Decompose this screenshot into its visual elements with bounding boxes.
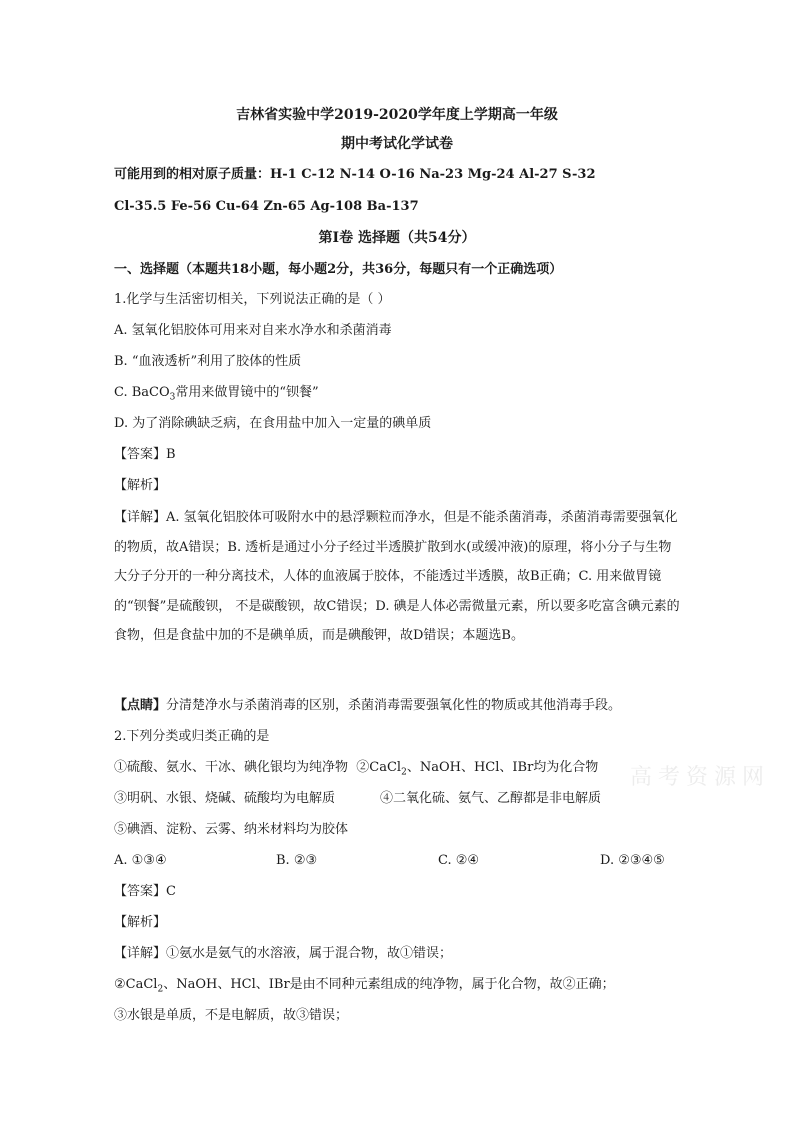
q1-option-c-subscript: 3 <box>169 392 176 403</box>
q2-option-c: C. ②④ <box>438 853 480 868</box>
q2-answer: 【答案】C <box>114 884 176 899</box>
q2-item2-subscript: 2 <box>401 767 407 778</box>
q2-item1: ①硫酸、氨水、干冰、碘化银均为纯净物 <box>114 760 349 775</box>
q1-option-c-suffix: 常用来做胃镜中的“钡餐” <box>175 385 319 400</box>
q1-tip-text: 分清楚净水与杀菌消毒的区别，杀菌消毒需要强氧化性的物质或其他消毒手段。 <box>166 698 622 713</box>
q2-stem: 2.下列分类或归类正确的是 <box>114 729 270 744</box>
q1-detail: 【详解】A. 氢氧化铝胶体可吸附水中的悬浮颗粒而净水，但是不能杀菌消毒，杀菌消毒需要强氧化的物质，故A错误；B. 透析是通过小分子经过半透膜扩散到水(或缓冲液)的原理，将小分子与生物大分子分开的一种分离技术，人体的血液属于胶体，不能透过半透膜，故B正确；C. 用来做胃镜的“钡餐”是硫酸钡， 不是碳酸钡，故C错误；D. 碘是人体必需微量元素，所以要多吃富含碘元素的食物，但是食盐中加的不是碘单质，而是碘酸钾，故D错误；本题选B。 <box>114 510 680 644</box>
q2-option-a: A. ①③④ <box>114 853 167 868</box>
exam-title-line1: 吉林省实验中学2019-2020学年度上学期高一年级 <box>236 107 558 123</box>
q2-option-d: D. ②③④⑤ <box>600 853 665 868</box>
atomic-masses-line1: 可能用到的相对原子质量：H-1 C-12 N-14 O-16 Na-23 Mg-24 Al-27 S-32 <box>114 167 596 182</box>
q2-item2-prefix: ②CaCl <box>356 760 402 775</box>
atomic-masses-line2: Cl-35.5 Fe-56 Cu-64 Zn-65 Ag-108 Ba-137 <box>114 199 419 214</box>
volume-title: 第Ⅰ卷 选择题（共54分） <box>318 230 476 246</box>
q2-detail2-subscript: 2 <box>157 984 164 995</box>
q1-tip <box>114 697 621 715</box>
q2-item3: ③明矾、水银、烧碱、硫酸均为电解质 <box>114 791 336 806</box>
q1-option-a: A. 氢氧化铝胶体可用来对自来水净水和杀菌消毒 <box>114 323 392 338</box>
q1-tip-label: 【点睛】 <box>114 698 167 713</box>
q1-option-c <box>114 384 319 402</box>
q2-analysis-label: 【解析】 <box>114 915 167 930</box>
q2-detail2-suffix: 、NaOH、HCl、IBr是由不同种元素组成的纯净物，属于化合物，故②正确； <box>163 977 615 992</box>
exam-title-line2: 期中考试化学试卷 <box>341 136 453 152</box>
q2-detail3: ③水银是单质，不是电解质，故③错误； <box>114 1008 349 1023</box>
q1-analysis-label: 【解析】 <box>114 478 167 493</box>
q2-item2 <box>356 760 599 778</box>
q1-stem: 1.化学与生活密切相关，下列说法正确的是（ ） <box>114 292 391 307</box>
q2-items-row1 <box>114 759 598 777</box>
q2-detail1: 【详解】①氨水是氨气的水溶液，属于混合物，故①错误； <box>114 946 453 961</box>
q2-option-b: B. ②③ <box>276 853 318 868</box>
q2-detail2 <box>114 976 615 994</box>
q2-item2-suffix: 、NaOH、HCl、IBr均为化合物 <box>406 760 599 775</box>
q1-option-c-prefix: C. BaCO <box>114 385 170 400</box>
watermark: 高考资源网 <box>630 765 771 790</box>
q1-answer: 【答案】B <box>114 447 176 462</box>
q2-item4: ④二氧化硫、氨气、乙醇都是非电解质 <box>380 791 602 806</box>
q2-item5: ⑤碘酒、淀粉、云雾、纳米材料均为胶体 <box>114 822 349 837</box>
part-title: 一、选择题（本题共18小题，每小题2分，共36分，每题只有一个正确选项） <box>114 262 563 277</box>
q1-option-b: B. “血液透析”利用了胶体的性质 <box>114 354 302 369</box>
q1-option-d: D. 为了消除碘缺乏病，在食用盐中加入一定量的碘单质 <box>114 416 432 431</box>
q2-detail2-prefix: ②CaCl <box>114 977 158 992</box>
